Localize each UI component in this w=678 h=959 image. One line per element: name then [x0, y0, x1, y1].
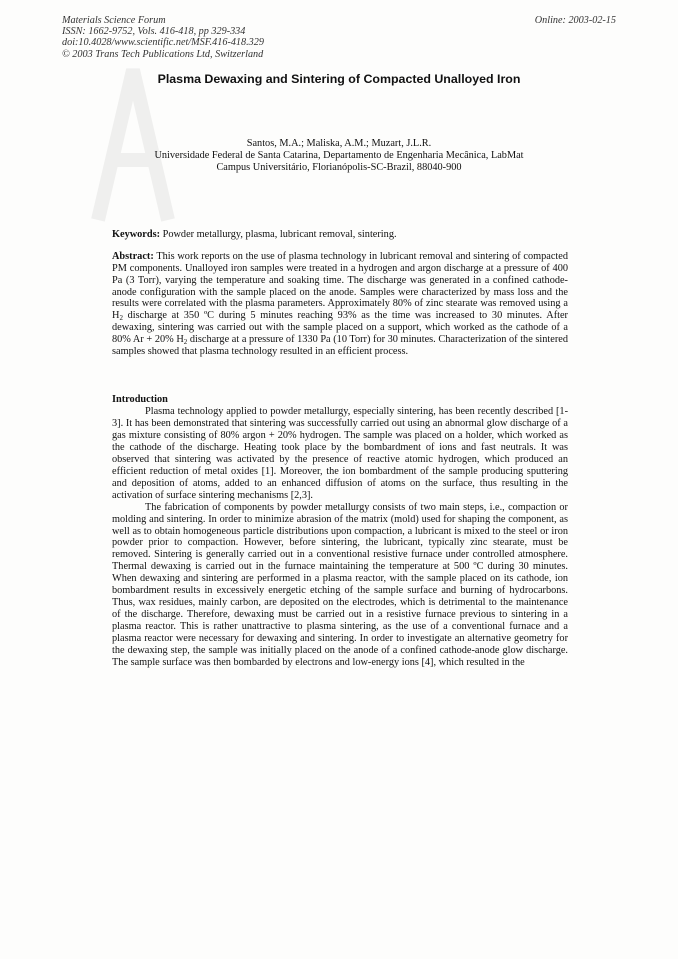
issn-line: ISSN: 1662-9752, Vols. 416-418, pp 329-334 [62, 26, 246, 38]
paragraph-2: The fabrication of components by powder metallurgy consists of two main steps, i.e., compaction or molding and sintering. In order to minimize abrasion of the matrix (mold) used for shaping the component, as well as to obtain homogeneous particle distributions upon compaction, a lubricant is mixed to the steel or iron powder prior to compaction. However, before sintering, the lubricant, typically zinc stearate, must be removed. Sintering is generally carried out in a conventional resistive furnace under controlled atmosphere. Thermal dewaxing is carried out in the furnace maintaining the temperature at 500 ºC during 30 minutes. When dewaxing and sintering are performed in a plasma reactor, with the sample placed on its cathode, ion bombardment results in excessively energetic etching of the sample surface and burning of hydrocarbons. Thus, wax residues, mainly carbon, are deposited on the electrodes, which is detrimental to the maintenance of the discharge. Therefore, dewaxing must be carried out in a resistive furnace previous to sintering in a plasma reactor. This is rather unattractive to plasma sintering, as the use of a conventional furnace and a plasma reactor were necessary for dewaxing and sintering. In order to investigate an alternative geometry for the dewaxing step, the sample was initially placed on the anode of a confined cathode-anode glow discharge. The sample surface was then bombarded by electrons and low-energy ions [4], which resulted in the [112, 501, 568, 669]
keywords-label: Keywords: [112, 229, 161, 240]
journal-header [62, 15, 392, 60]
abstract-label: Abstract: [112, 251, 154, 262]
introduction-body [112, 406, 568, 669]
copyright-line: © 2003 Trans Tech Publications Ltd, Switzerland [62, 48, 264, 60]
abstract-subscript-2: 2 [183, 337, 188, 346]
abstract [112, 251, 568, 358]
keywords-text: Powder metallurgy, plasma, lubricant removal, sintering. [162, 229, 397, 240]
paper-title: Plasma Dewaxing and Sintering of Compacted Unalloyed Iron [157, 72, 521, 86]
section-heading-introduction: Introduction [112, 394, 168, 405]
abstract-text-2: discharge at 350 ºC during 5 minutes reaching 93% as the time was increased to 30 minutes. After dewaxing, sintering was carried out with the sample placed on a support, which worked as the cathode of a 80% Ar + 20% H [112, 310, 568, 345]
keywords [112, 229, 568, 240]
affiliation-line-2: Campus Universitário, Florianópolis-SC-Brazil, 88040-900 [216, 162, 462, 174]
affiliation-line-1: Universidade Federal de Santa Catarina, Departamento de Engenharia Mecânica, LabMat [154, 150, 524, 162]
abstract-subscript-1: 2 [119, 314, 123, 323]
author-list: Santos, M.A.; Maliska, A.M.; Muzart, J.L.R. [246, 138, 432, 149]
abstract-text-1: This work reports on the use of plasma technology in lubricant removal and sintering of compacted PM components. Unalloyed iron samples were treated in a hydrogen and argon discharge at a pressure of 400 Pa (3 Torr), varying the temperature and soaking time. The discharge was generated in a confined cathode-anode configuration with the sample placed on the anode. Samples were characterized by mass loss and the results were correlated with the plasma parameters. Approximately 80% of zinc stearate was removed using a H [112, 251, 568, 322]
journal-name: Materials Science Forum [62, 15, 166, 26]
doi-link[interactable]: doi:10.4028/www.scientific.net/MSF.416-418.329 [62, 37, 264, 49]
abstract-text-3: discharge at a pressure of 1330 Pa (10 Torr) for 30 minutes. Characterization of the sintered samples showed that plasma technology resulted in an efficient process. [112, 333, 568, 357]
author-block [0, 138, 678, 175]
paragraph-1: Plasma technology applied to powder metallurgy, especially sintering, has been recently described [1-3]. It has been demonstrated that sintering was successfully carried out using an abnormal glow discharge of a gas mixture consisting of 80% argon + 20% hydrogen. The sample was placed on a holder, which worked as the cathode of the discharge. Heating took place by the bombardment of ions and fast neutrals. It was observed that sintering was activated by the presence of reactive atomic hydrogen, which produced an efficient reduction of metal oxides [1]. Moreover, the ion bombardment of the sample producing sputtering and deposition of atoms, added to an enhanced diffusion of atoms on the surface, thus resulting in the activation of surface sintering mechanisms [2,3]. [112, 406, 568, 501]
online-date: Online: 2003-02-15 [534, 15, 616, 26]
